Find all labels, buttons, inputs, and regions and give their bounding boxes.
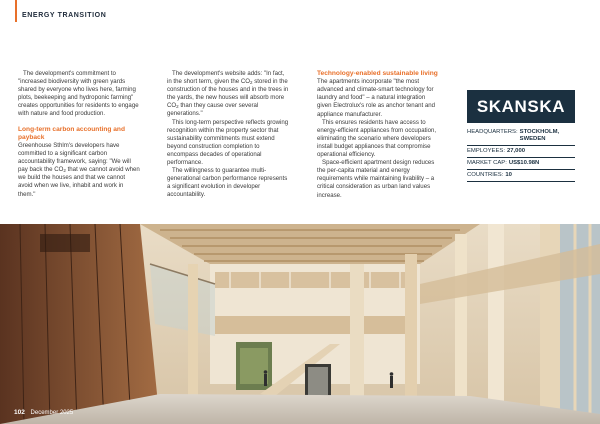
section-accent-bar [15,0,17,22]
paragraph: The development's website adds: "In fact, in the short term, given the $CO_2$ stored in the construction of the houses and in the trees in the yards, the new houses will absorb more $CO_2$ than they cause over several generations." [167,70,289,118]
company-fact-box [467,90,575,182]
paragraph: The apartments incorporate "the most advanced and climate-smart technology for laundry and food" – a natural integration given Electrolux's role as anchor tenant and appliance manufacturer. [317,78,436,118]
fact-row-employees: EMPLOYEES: 27,000 [467,146,575,158]
skanska-logo [467,90,575,123]
paragraph: Greenhouse Sthlm's developers have committed to a significant carbon accountability framework, saying: "We will pay back the $CO_2$ that we cannot avoid when we build the houses and that we cannot avoid when we live, inhabit and work in them." [18,141,140,198]
logo-wordmark: SKANSKA [476,96,566,116]
article-column-2 [167,70,289,200]
issue-date: December 2025 [30,410,74,416]
article-column-1 [18,70,140,199]
subheading-technology: Technology-enabled sustainable living [317,70,438,77]
page-number: 102 [14,409,25,416]
subheading-carbon-accounting: Long-term carbon accounting and payback [18,125,125,141]
interior-atrium-photo [0,224,600,424]
fact-row-market-cap: MARKET CAP: US$10.98N [467,158,575,170]
article-column-3 [317,70,439,200]
paragraph: This ensures residents have access to energy-efficient appliances from occupation, eliminating the scenario where developers install budget appliances that compromise operational efficiency. [317,118,437,159]
fact-list [467,127,575,182]
fact-row-headquarters: HEADQUARTERS: STOCKHOLM, SWEDEN [467,127,575,146]
section-title: ENERGY TRANSITION [22,12,107,19]
page-footer [14,409,73,416]
paragraph: Space-efficient apartment design reduces the per-capita material and energy requirements while maintaining livability – a critical consideration as urban land values increase. [317,159,435,199]
fact-row-countries: COUNTRIES: 10 [467,170,575,182]
paragraph: The development's commitment to "increased biodiversity with green yards shared by everyone who lives here, farming plots, beekeeping and hydroponic farming" creates opportunities for residents to engage with nature and food production. [18,70,139,118]
paragraph: The willingness to guarantee multi-generational carbon performance represents a significant evolution in developer accountability. [167,167,288,199]
paragraph: This long-term perspective reflects growing recognition within the property sector that sustainability commitments must extend beyond construction completion to encompass decades of operational performance. [167,118,289,167]
